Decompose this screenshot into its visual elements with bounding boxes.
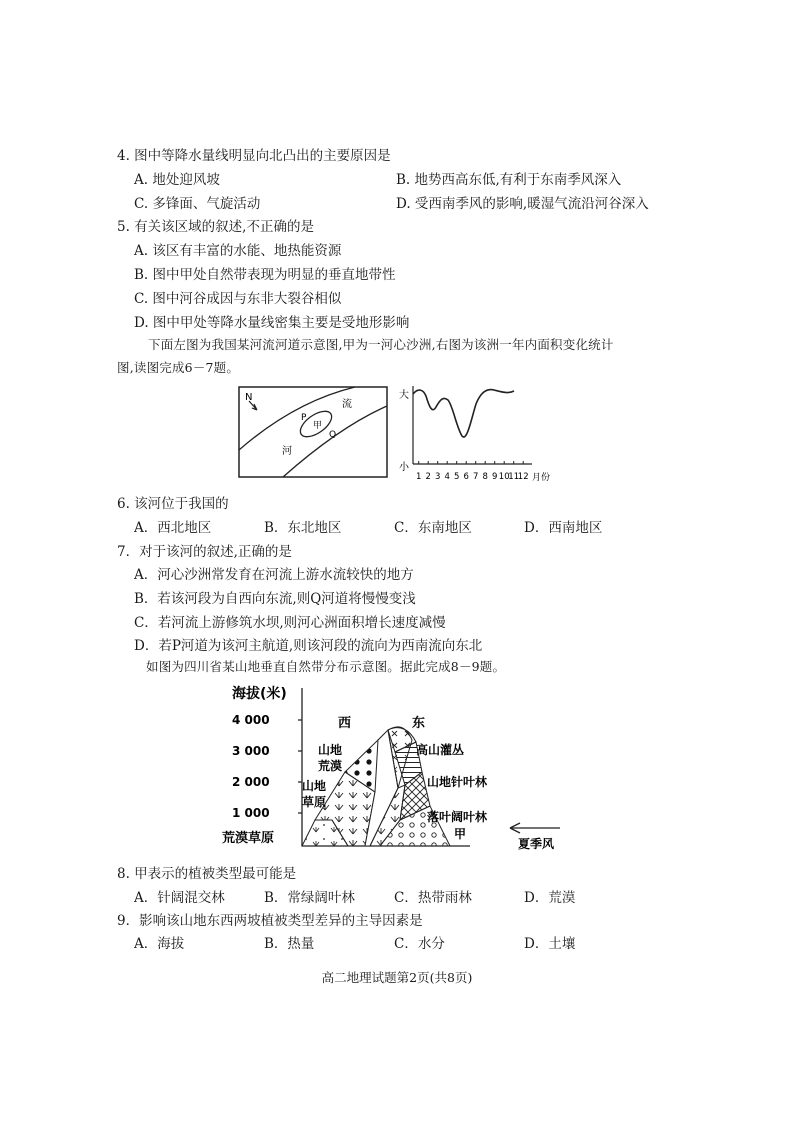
q7-stem: 7．对于该河的叙述,正确的是: [117, 544, 292, 560]
q9-option-d: D．土壤: [524, 936, 576, 952]
q4-option-c: C. 多锋面、气旋活动: [134, 196, 261, 212]
q7-option-d: D．若P河道为该河主航道,则该河段的流向为西南流向东北: [134, 638, 483, 654]
label-jia: 甲: [454, 827, 467, 841]
label-mountain-steppe-2: 草原: [302, 795, 327, 809]
month-tick-label: 7: [472, 472, 479, 482]
label-coniferous-forest: 山地针叶林: [427, 775, 488, 789]
label-mountain-desert-1: 山地: [318, 743, 343, 757]
label-desert-steppe: 荒漠草原: [222, 831, 275, 846]
month-tick-label: 4: [444, 472, 450, 482]
y-axis-label: 海拔(米): [232, 686, 287, 702]
q8-option-b: B．常绿阔叶林: [264, 890, 355, 906]
month-tick-label: 6: [463, 472, 469, 482]
river-channel-map: [238, 386, 388, 478]
q8-stem: 8. 甲表示的植被类型最可能是: [117, 866, 297, 882]
intro-8-9: 如图为四川省某山地垂直自然带分布示意图。据此完成8－9题。: [146, 659, 506, 674]
tick-1000: 1 000: [232, 806, 270, 820]
tick-3000: 3 000: [232, 744, 270, 758]
month-tick-label: 1: [415, 472, 422, 482]
sandbar-jia-label: 甲: [313, 421, 323, 431]
label-mountain-steppe-1: 山地: [302, 779, 327, 793]
east-label: 东: [412, 716, 426, 731]
channel-q-label: Q: [329, 430, 337, 440]
month-tick-label: 3: [434, 472, 441, 482]
q9-stem: 9．影响该山地东西两坡植被类型差异的主导因素是: [117, 913, 423, 929]
month-tick-label: 11: [508, 472, 520, 482]
mountain-zonation-diagram: [220, 680, 580, 856]
tick-2000: 2 000: [232, 775, 270, 789]
q5-option-c: C. 图中河谷成因与东非大裂谷相似: [134, 291, 342, 307]
q6-option-a: A．西北地区: [134, 520, 212, 536]
q7-option-c: C．若河流上游修筑水坝,则河心洲面积增长速度减慢: [134, 615, 446, 631]
label-alpine-shrub: 高山灌丛: [416, 743, 465, 757]
intro-6-7-line1: 下面左图为我国某河流河道示意图,甲为一河心沙洲,右图为该洲一年内面积变化统计: [148, 337, 614, 352]
area-trend-line: [413, 390, 514, 437]
q4-option-a: A. 地处迎风坡: [134, 172, 220, 188]
river-bank-north: [239, 387, 355, 450]
q6-stem: 6. 该河位于我国的: [117, 496, 229, 512]
north-label: N: [245, 392, 253, 403]
q7-option-b: B．若该河段为自西向东流,则Q河道将慢慢变浅: [134, 591, 416, 607]
q6-option-b: B．东北地区: [264, 520, 342, 536]
river-char-he: 河: [282, 446, 292, 457]
label-deciduous-broadleaf: 落叶阔叶林: [427, 810, 488, 824]
q4-stem: 4. 图中等降水量线明显向北凸出的主要原因是: [117, 148, 391, 164]
q5-option-b: B. 图中甲处自然带表现为明显的垂直地带性: [134, 267, 396, 283]
tick-4000: 4 000: [232, 713, 270, 727]
q8-option-d: D．荒漠: [524, 890, 576, 906]
y-axis-top-label: 大: [399, 390, 409, 401]
q9-option-b: B．热量: [264, 936, 315, 952]
river-char-liu: 流: [342, 399, 352, 410]
q8-option-a: A．针阔混交林: [134, 890, 225, 906]
wind-label: 夏季风: [518, 837, 555, 851]
intro-6-7-line2: 图,读图完成6－7题。: [117, 360, 240, 375]
q4-option-d: D. 受西南季风的影响,暖湿气流沿河谷深入: [396, 196, 649, 212]
channel-p-label: P: [301, 413, 307, 423]
q4-option-b: B. 地势西高东低,有利于东南季风深入: [396, 172, 622, 188]
river-bank-south: [283, 406, 387, 477]
month-tick-label: 5: [453, 472, 460, 482]
month-tick-label: 8: [482, 472, 488, 482]
q8-option-c: C．热带雨林: [394, 890, 472, 906]
sandbar-area-chart: [396, 380, 556, 488]
month-unit-label: 月份: [532, 473, 551, 483]
page-footer: 高二地理试题第2页(共8页): [321, 970, 473, 985]
month-tick-label: 12: [517, 472, 529, 482]
q9-option-c: C．水分: [394, 936, 445, 952]
month-tick-label: 2: [425, 472, 431, 482]
month-tick-label: 9: [491, 472, 498, 482]
north-arrow-icon: [249, 401, 257, 410]
month-tick-label: 10: [498, 472, 510, 482]
q5-stem: 5. 有关该区域的叙述,不正确的是: [117, 219, 314, 235]
q9-option-a: A．海拔: [134, 936, 185, 952]
q7-option-a: A．河心沙洲常发育在河流上游水流较快的地方: [134, 567, 414, 583]
q5-option-d: D. 图中甲处等降水量线密集主要是受地形影响: [134, 315, 410, 331]
q6-option-c: C．东南地区: [394, 520, 472, 536]
west-label: 西: [338, 716, 352, 731]
q6-option-d: D．西南地区: [524, 520, 603, 536]
y-axis-bottom-label: 小: [399, 462, 409, 473]
label-mountain-desert-2: 荒漠: [318, 759, 343, 773]
q5-option-a: A. 该区有丰富的水能、地热能资源: [134, 243, 342, 259]
